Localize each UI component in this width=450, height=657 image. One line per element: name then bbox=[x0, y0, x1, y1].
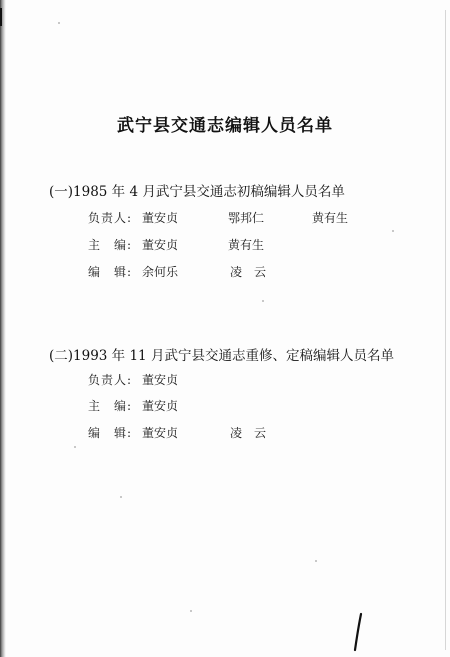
role-label: 编 辑: bbox=[88, 426, 133, 440]
role-label: 编 辑: bbox=[88, 265, 133, 279]
page-title: 武宁县交通志编辑人员名单 bbox=[117, 116, 333, 136]
scan-speckle bbox=[190, 610, 192, 612]
section-heading: (二)1993 年 11 月武宁县交通志重修、定稿编辑人员名单 bbox=[49, 348, 394, 364]
role-label: 主 编: bbox=[88, 238, 133, 252]
role-label: 主 编: bbox=[88, 399, 133, 413]
staff-name: 黄有生 bbox=[312, 211, 349, 225]
staff-name: 董安贞 bbox=[142, 426, 179, 440]
staff-name: 董安贞 bbox=[142, 238, 179, 252]
staff-name: 董安贞 bbox=[142, 399, 179, 413]
scan-speckle bbox=[58, 22, 60, 24]
scan-speckle bbox=[315, 560, 317, 562]
section-heading: (一)1985 年 4 月武宁县交通志初稿编辑人员名单 bbox=[49, 184, 345, 200]
staff-name: 余何乐 bbox=[142, 265, 179, 279]
staff-name: 董安贞 bbox=[142, 211, 179, 225]
role-label: 负责人: bbox=[88, 211, 133, 225]
scan-speckle bbox=[74, 446, 76, 448]
staff-name: 黄有生 bbox=[228, 238, 265, 252]
staff-name: 鄂邦仁 bbox=[228, 211, 265, 225]
scan-speckle bbox=[120, 496, 122, 498]
scan-edge-shadow bbox=[0, 0, 6, 657]
role-label: 负责人: bbox=[88, 373, 133, 387]
staff-name: 凌 云 bbox=[230, 426, 267, 440]
staff-name: 董安贞 bbox=[142, 373, 179, 387]
pen-stroke-mark bbox=[350, 612, 366, 652]
scan-corner-mark bbox=[0, 8, 2, 26]
staff-name: 凌 云 bbox=[230, 265, 267, 279]
scan-speckle bbox=[392, 230, 394, 232]
scan-speckle bbox=[262, 300, 264, 302]
scan-right-border bbox=[445, 10, 446, 650]
